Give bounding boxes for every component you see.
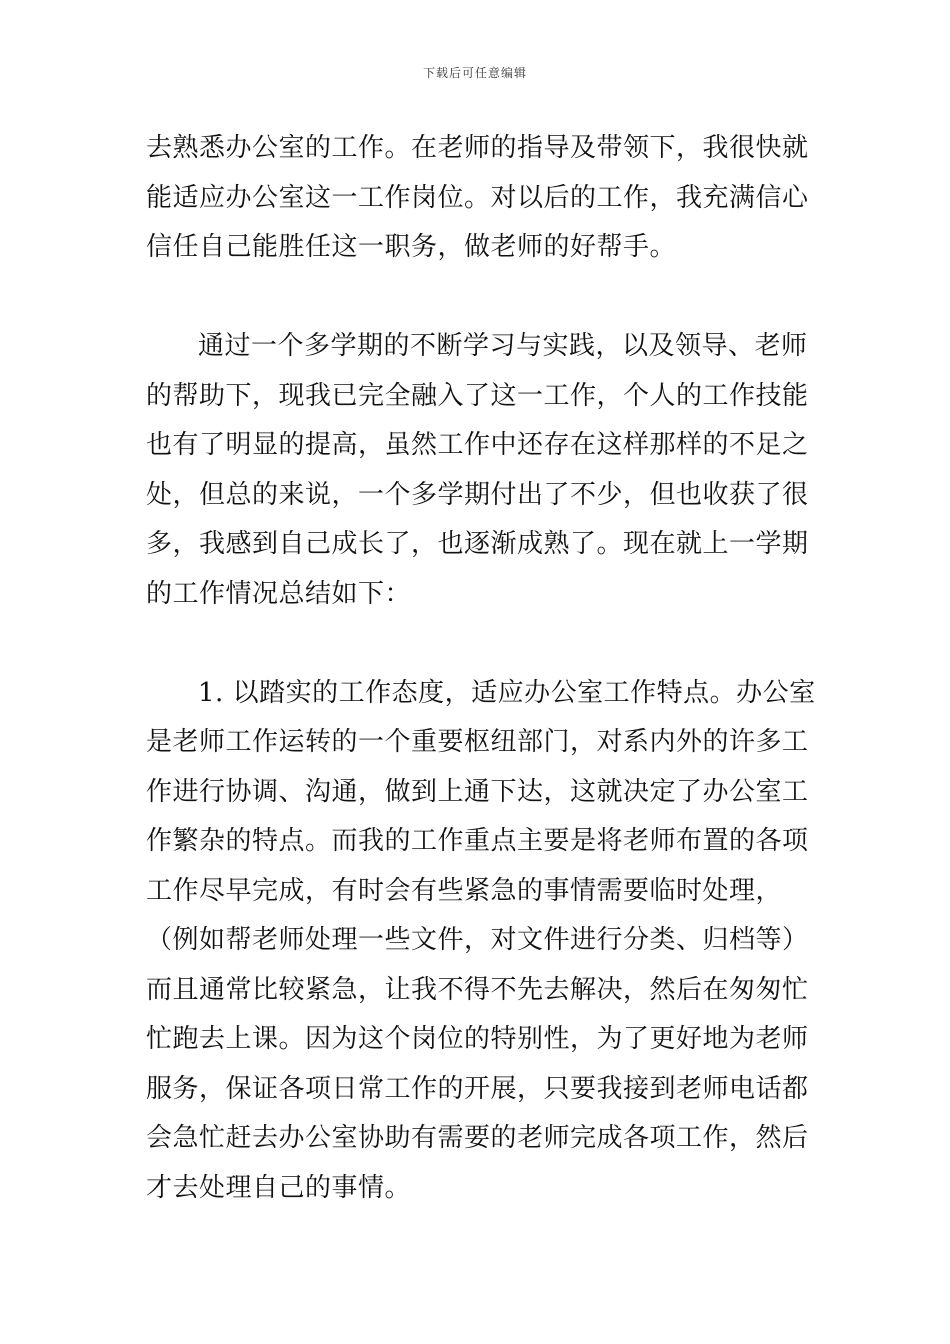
paragraph-gap <box>146 273 806 323</box>
text-line: 作繁杂的特点。而我的工作重点主要是将老师布置的各项 <box>146 826 809 856</box>
text-line: 处，但总的来说，一个多学期付出了不少，但也收获了很 <box>146 479 809 510</box>
paragraph <box>146 669 816 1214</box>
text-line: 1. 以踏实的工作态度，适应办公室工作特点。办公室 <box>198 677 816 708</box>
text-line: 忙跑去上课。因为这个岗位的特别性，为了更好地为老师 <box>146 1024 809 1054</box>
text-line: 而且通常比较紧急，让我不得不先去解决，然后在匆匆忙 <box>146 974 809 1005</box>
text-line: 的帮助下，现我已完全融入了这一工作，个人的工作技能 <box>146 380 809 411</box>
text-line: 工作尽早完成，有时会有些紧急的事情需要临时处理， <box>146 875 783 906</box>
text-line: 通过一个多学期的不断学习与实践，以及领导、老师 <box>198 331 808 361</box>
text-line: （例如帮老师处理一些文件，对文件进行分类、归档等） <box>146 925 809 955</box>
text-line: 也有了明显的提高，虽然工作中还存在这样那样的不足之 <box>146 430 809 460</box>
text-line: 是老师工作运转的一个重要枢纽部门，对系内外的许多工 <box>146 727 809 757</box>
text-line: 能适应办公室这一工作岗位。对以后的工作，我充满信心 <box>146 182 809 213</box>
text-line: 信任自己能胜任这一职务，做老师的好帮手。 <box>146 232 677 262</box>
text-line: 多，我感到自己成长了，也逐渐成熟了。现在就上一学期 <box>146 529 809 559</box>
document-body <box>146 124 816 1213</box>
page-header: 下载后可任意编辑 <box>422 66 527 80</box>
text-line: 的工作情况总结如下： <box>146 578 412 609</box>
text-line: 会急忙赶去办公室协助有需要的老师完成各项工作，然后 <box>146 1123 809 1153</box>
paragraph <box>146 124 809 273</box>
text-line: 作进行协调、沟通，做到上通下达，这就决定了办公室工 <box>146 776 809 807</box>
text-line: 服务，保证各项日常工作的开展，只要我接到老师电话都 <box>146 1073 809 1104</box>
text-line: 去熟悉办公室的工作。在老师的指导及带领下，我很快就 <box>146 133 809 163</box>
text-line: 才去处理自己的事情。 <box>146 1172 412 1203</box>
paragraph <box>146 322 809 619</box>
paragraph-gap <box>146 619 806 669</box>
